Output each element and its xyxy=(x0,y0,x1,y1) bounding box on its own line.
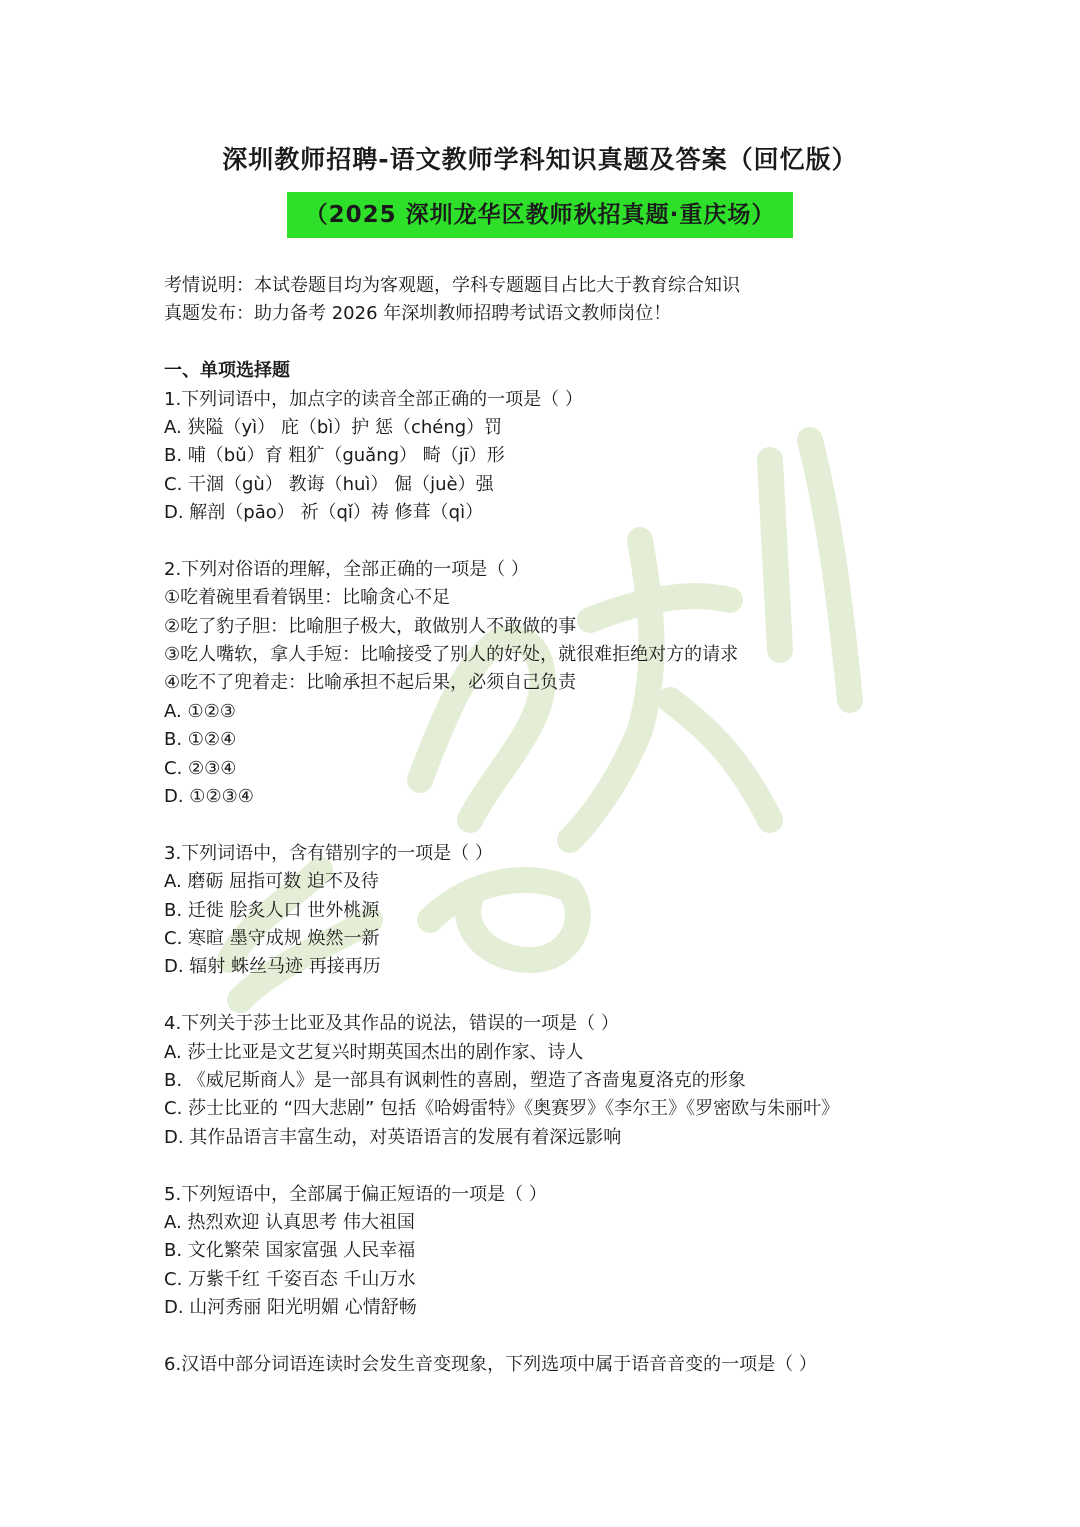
question-statement: ①吃着碗里看着锅里：比喻贪心不足 xyxy=(164,587,451,609)
question-statement: ④吃不了兜着走：比喻承担不起后果，必须自己负责 xyxy=(164,672,577,694)
section-heading: 一、单项选择题 xyxy=(164,360,290,382)
question-option: A. ①②③ xyxy=(164,700,236,722)
exam-note: 考情说明：本试卷题目均为客观题，学科专题题目占比大于教育综合知识 xyxy=(164,275,740,296)
question-option: C. 莎士比亚的 “四大悲剧” 包括《哈姆雷特》《奥赛罗》《李尔王》《罗密欧与朱丽叶》 xyxy=(164,1098,840,1120)
page-subtitle-highlight: （2025 深圳龙华区教师秋招真题·重庆场） xyxy=(287,192,794,238)
page-title: 深圳教师招聘-语文教师学科知识真题及答案（回忆版） xyxy=(222,145,858,174)
question-stem: 1.下列词语中，加点字的读音全部正确的一项是（ ） xyxy=(164,388,583,410)
question-stem: 6.汉语中部分词语连读时会发生音变现象，下列选项中属于语音音变的一项是（ ） xyxy=(164,1353,817,1375)
question-stem: 2.下列对俗语的理解，全部正确的一项是（ ） xyxy=(164,558,529,580)
question-stem: 5.下列短语中，全部属于偏正短语的一项是（ ） xyxy=(164,1183,547,1205)
release-note: 真题发布：助力备考 2026 年深圳教师招聘考试语文教师岗位！ xyxy=(164,303,672,325)
question-option: B. 迁徙 脍炙人口 世外桃源 xyxy=(164,899,380,921)
question-option: D. 其作品语言丰富生动，对英语语言的发展有着深远影响 xyxy=(164,1126,622,1148)
question-option: C. ②③④ xyxy=(164,757,237,779)
question-stem: 3.下列词语中，含有错别字的一项是（ ） xyxy=(164,842,493,864)
question-option: D. 辐射 蛛丝马迹 再接再历 xyxy=(164,956,381,978)
question-option: A. 狭隘（yì） 庇（bì）护 惩（chéng）罚 xyxy=(164,416,503,438)
question-stem: 4.下列关于莎士比亚及其作品的说法，错误的一项是（ ） xyxy=(164,1013,619,1035)
question-option: A. 热烈欢迎 认真思考 伟大祖国 xyxy=(164,1211,415,1233)
document-body xyxy=(164,272,964,1379)
question-option: A. 莎士比亚是文艺复兴时期英国杰出的剧作家、诗人 xyxy=(164,1041,584,1063)
question-option: D. 解剖（pāo） 祈（qǐ）祷 修葺（qì） xyxy=(164,502,484,524)
question-option: D. 山河秀丽 阳光明媚 心情舒畅 xyxy=(164,1297,417,1319)
question-option: D. ①②③④ xyxy=(164,786,254,808)
question-option: A. 磨砺 屈指可数 迫不及待 xyxy=(164,871,379,893)
question-option: C. 万紫千红 千姿百态 千山万水 xyxy=(164,1268,416,1290)
question-statement: ③吃人嘴软，拿人手短：比喻接受了别人的好处，就很难拒绝对方的请求 xyxy=(164,644,739,666)
question-option: B. ①②④ xyxy=(164,729,237,751)
question-option: C. 干涸（gù） 教诲（huì） 倔（juè）强 xyxy=(164,473,494,495)
question-option: B. 《威尼斯商人》是一部具有讽刺性的喜剧，塑造了吝啬鬼夏洛克的形象 xyxy=(164,1069,746,1091)
question-statement: ②吃了豹子胆：比喻胆子极大，敢做别人不敢做的事 xyxy=(164,615,577,637)
question-option: B. 哺（bǔ）育 粗犷（guǎng） 畸（jī）形 xyxy=(164,445,505,467)
question-option: B. 文化繁荣 国家富强 人民幸福 xyxy=(164,1240,416,1262)
question-option: C. 寒暄 墨守成规 焕然一新 xyxy=(164,927,380,949)
